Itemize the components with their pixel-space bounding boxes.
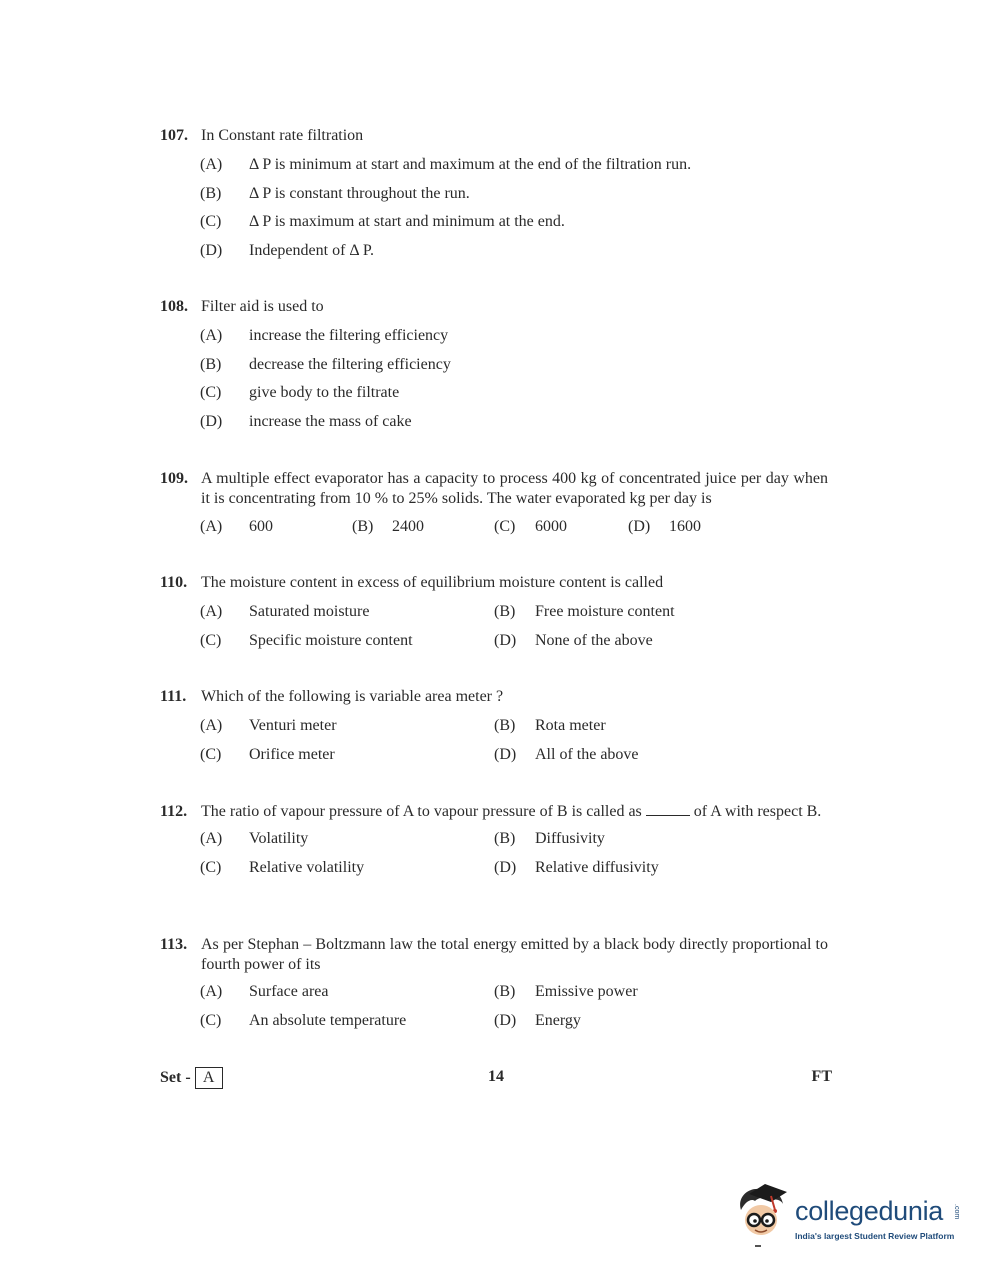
brand-domain: .com — [953, 1204, 960, 1220]
option-d: (D) Independent of Δ P. — [200, 241, 374, 259]
option-c: (C) Δ P is maximum at start and minimum at the end. — [200, 213, 565, 231]
option-b: (B) Rota meter — [494, 717, 606, 735]
question-108 — [160, 297, 828, 436]
set-label: Set - — [160, 1069, 191, 1086]
option-a: (A) 600 — [200, 518, 273, 536]
option-d: (D) Relative diffusivity — [494, 858, 659, 876]
option-a: (A) Saturated moisture — [200, 603, 370, 621]
collegedunia-watermark — [735, 1180, 960, 1250]
option-c: (C) Orifice meter — [200, 745, 335, 763]
mascot-icon — [735, 1180, 793, 1250]
option-d: (D) None of the above — [494, 631, 653, 649]
option-c: (C) 6000 — [494, 518, 567, 536]
question-text: In Constant rate filtration — [201, 127, 364, 144]
question-text: A multiple effect evaporator has a capacity to process 400 kg of concentrated juice per day when it is concentrating from 10 % to 25% solids. The water evaporated kg per day is — [201, 470, 828, 507]
question-text: As per Stephan – Boltzmann law the total energy emitted by a black body directly proportional to fourth power of its — [201, 936, 828, 973]
question-text: The moisture content in excess of equilibrium moisture content is called — [201, 574, 664, 591]
set-box: A — [195, 1067, 223, 1089]
page-number: 14 — [488, 1068, 504, 1085]
option-d: (D) increase the mass of cake — [200, 412, 412, 430]
option-b: (B) decrease the filtering efficiency — [200, 355, 451, 373]
option-c: (C) Specific moisture content — [200, 631, 413, 649]
brand-tagline: India's largest Student Review Platform — [795, 1231, 955, 1241]
option-a: (A) Volatility — [200, 830, 309, 848]
question-number: 109. — [160, 470, 188, 487]
option-a: (A) Δ P is minimum at start and maximum at the end of the filtration run. — [200, 156, 692, 174]
question-number: 111. — [160, 688, 187, 705]
question-113 — [160, 935, 828, 1035]
question-text: The ratio of vapour pressure of A to vapour pressure of B is called as of A with respect B. — [201, 803, 822, 820]
question-number: 110. — [160, 574, 188, 591]
page-footer — [160, 1065, 832, 1089]
question-number: 108. — [160, 298, 188, 315]
option-a: (A) increase the filtering efficiency — [200, 327, 449, 345]
option-b: (B) 2400 — [352, 518, 424, 536]
option-d: (D) 1600 — [628, 518, 701, 536]
option-b: (B) Diffusivity — [494, 830, 605, 848]
option-b: (B) Free moisture content — [494, 603, 675, 621]
fill-blank — [646, 803, 690, 816]
question-110 — [160, 573, 828, 655]
question-109 — [160, 469, 828, 542]
option-a: (A) Venturi meter — [200, 717, 337, 735]
question-number: 112. — [160, 803, 188, 820]
question-111 — [160, 687, 828, 769]
option-c: (C) Relative volatility — [200, 858, 365, 876]
option-c: (C) give body to the filtrate — [200, 384, 400, 402]
question-112 — [160, 802, 828, 882]
option-b: (B) Δ P is constant throughout the run. — [200, 184, 470, 202]
question-number: 107. — [160, 127, 188, 144]
brand-name: collegedunia — [795, 1196, 944, 1226]
paper-code: FT — [811, 1068, 832, 1085]
option-a: (A) Surface area — [200, 983, 329, 1001]
option-b: (B) Emissive power — [494, 983, 638, 1001]
option-c: (C) An absolute temperature — [200, 1011, 407, 1029]
question-text: Which of the following is variable area meter ? — [201, 688, 504, 705]
option-d: (D) Energy — [494, 1011, 581, 1029]
question-number: 113. — [160, 936, 188, 953]
set-indicator — [160, 1067, 223, 1089]
option-d: (D) All of the above — [494, 745, 639, 763]
question-text: Filter aid is used to — [201, 298, 324, 315]
question-107 — [160, 126, 828, 265]
